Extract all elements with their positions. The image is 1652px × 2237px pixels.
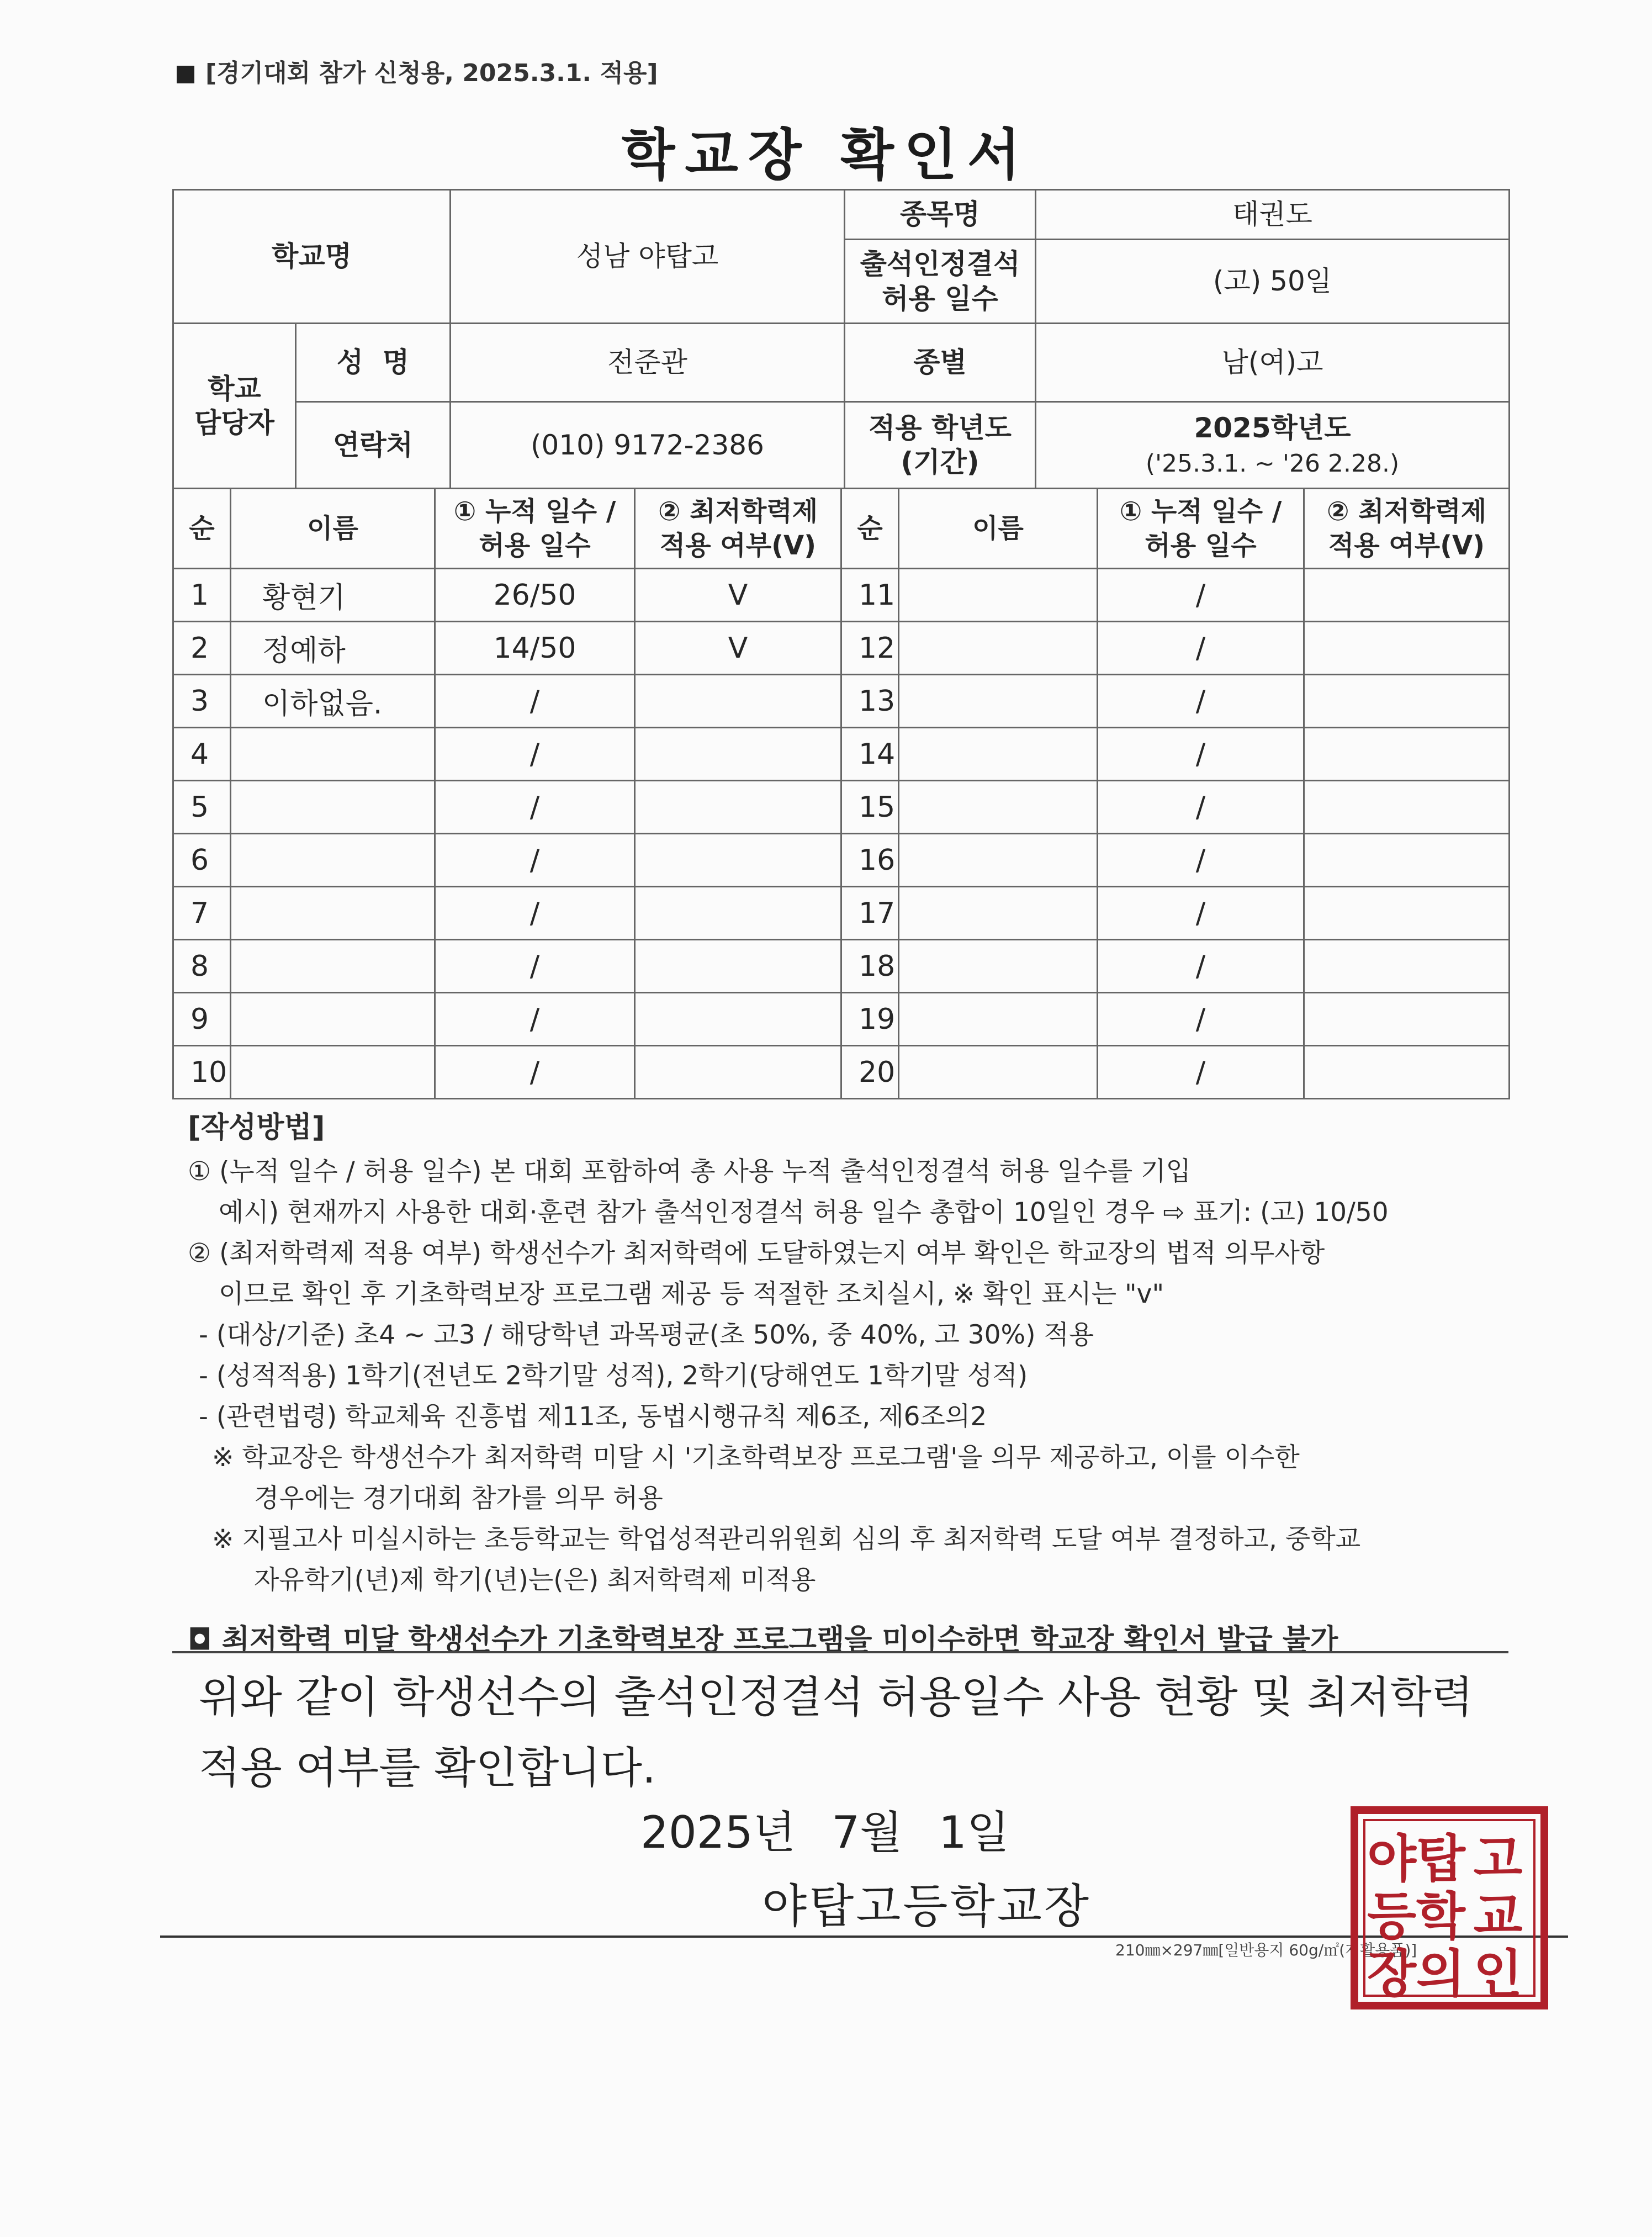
row-name-left (231, 940, 435, 993)
row-days-right: / (1098, 887, 1304, 940)
row-academic-right (1304, 993, 1510, 1046)
school-year-value: 2025학년도 ('25.3.1. ~ '26 2.28.) (1036, 402, 1510, 489)
header-name: 이름 (231, 489, 435, 569)
row-name-right (899, 940, 1098, 993)
method-note-1-cont: 경우에는 경기대회 참가를 의무 허용 (254, 1483, 663, 1514)
header-seq-2: 순 (841, 489, 899, 569)
row-seq-right: 20 (841, 1046, 899, 1099)
row-name-left: 황현기 (231, 569, 435, 622)
svg-text:인: 인 (1473, 1944, 1523, 2003)
row-days-left: / (435, 993, 635, 1046)
row-days-right: / (1098, 781, 1304, 834)
row-name-left (231, 728, 435, 781)
section-divider (172, 1651, 1508, 1653)
row-academic-right (1304, 728, 1510, 781)
table-row (173, 622, 1510, 675)
row-days-right: / (1098, 993, 1304, 1046)
row-academic-left (635, 1046, 841, 1099)
row-academic-left (635, 675, 841, 728)
row-name-right (899, 728, 1098, 781)
official-seal-stamp (1350, 1806, 1549, 2010)
row-academic-left (635, 781, 841, 834)
row-days-right: / (1098, 728, 1304, 781)
allowed-days-label: 출석인정결석 허용 일수 (845, 240, 1036, 324)
method-item-2: ② (최저학력제 적용 여부) 학생선수가 최저학력에 도달하였는지 여부 확인은 학교장의 법적 의무사항 (188, 1238, 1325, 1268)
svg-text:교: 교 (1473, 1887, 1523, 1946)
principal-name: 야탑고등학교장 (762, 1879, 1092, 1933)
method-heading: [작성방법] (188, 1111, 325, 1144)
row-academic-left: V (635, 622, 841, 675)
row-name-right (899, 1046, 1098, 1099)
method-note-2-cont: 자유학기(년)제 학기(년)는(은) 최저학력제 미적용 (254, 1565, 816, 1595)
row-days-left: / (435, 1046, 635, 1099)
gender-value: 남(여)고 (1036, 324, 1510, 402)
row-academic-right (1304, 781, 1510, 834)
row-seq-left: 6 (173, 834, 231, 887)
row-academic-right (1304, 622, 1510, 675)
row-academic-right (1304, 887, 1510, 940)
page-title: 학교장 확인서 (621, 123, 1031, 187)
row-seq-left: 9 (173, 993, 231, 1046)
row-seq-right: 12 (841, 622, 899, 675)
row-seq-right: 13 (841, 675, 899, 728)
row-academic-right (1304, 1046, 1510, 1099)
row-academic-left (635, 728, 841, 781)
method-note-2: ※ 지필고사 미실시하는 초등학교는 학업성적관리위원회 심의 후 최저학력 도달 여부 결정하고, 중학교 (212, 1524, 1361, 1554)
table-row (173, 887, 1510, 940)
manager-name-value: 전준관 (451, 324, 845, 402)
row-seq-left: 5 (173, 781, 231, 834)
header-name-2: 이름 (899, 489, 1098, 569)
manager-label: 학교 담당자 (173, 324, 296, 489)
row-name-right (899, 887, 1098, 940)
sport-value: 태권도 (1036, 190, 1510, 240)
row-seq-right: 17 (841, 887, 899, 940)
row-seq-left: 4 (173, 728, 231, 781)
row-days-left: / (435, 887, 635, 940)
row-name-right (899, 675, 1098, 728)
row-name-left (231, 781, 435, 834)
row-name-left (231, 993, 435, 1046)
method-item-1: ① (누적 일수 / 허용 일수) 본 대회 포함하여 총 사용 누적 출석인정결석 허용 일수를 기입 (188, 1156, 1192, 1187)
allowed-days-value: (고) 50일 (1036, 240, 1510, 324)
row-seq-left: 10 (173, 1046, 231, 1099)
method-sub-2: - (성적적용) 1학기(전년도 2학기말 성적), 2학기(당해연도 1학기말 성적) (199, 1361, 1028, 1391)
row-days-left: 14/50 (435, 622, 635, 675)
method-note-1: ※ 학교장은 학생선수가 최저학력 미달 시 '기초학력보장 프로그램'을 의무 제공하고, 이를 이수한 (212, 1442, 1300, 1473)
svg-text:고: 고 (1473, 1829, 1523, 1889)
row-seq-right: 11 (841, 569, 899, 622)
info-table (172, 189, 1510, 489)
student-list-table (172, 488, 1510, 1099)
gender-label: 종별 (845, 324, 1036, 402)
row-days-left: / (435, 675, 635, 728)
method-sub-3: - (관련법령) 학교체육 진흥법 제11조, 동법시행규칙 제6조, 제6조의2 (199, 1402, 987, 1432)
row-seq-left: 8 (173, 940, 231, 993)
table-row (173, 728, 1510, 781)
row-days-right: / (1098, 622, 1304, 675)
row-days-left: / (435, 728, 635, 781)
row-academic-left (635, 887, 841, 940)
issue-date: 2025년 7월 1일 (640, 1807, 1010, 1858)
row-seq-left: 2 (173, 622, 231, 675)
row-name-right (899, 993, 1098, 1046)
table-row (173, 675, 1510, 728)
row-days-left: / (435, 834, 635, 887)
row-name-right (899, 569, 1098, 622)
row-seq-left: 7 (173, 887, 231, 940)
table-row (173, 993, 1510, 1046)
table-row (173, 834, 1510, 887)
method-warning: ◘ 최저학력 미달 학생선수가 기초학력보장 프로그램을 미이수하면 학교장 확인서 발급 불가 (188, 1623, 1338, 1657)
row-name-left: 이하없음. (231, 675, 435, 728)
square-bullet-icon (177, 66, 194, 83)
row-name-right (899, 834, 1098, 887)
row-name-left (231, 1046, 435, 1099)
table-row (173, 940, 1510, 993)
header-seq: 순 (173, 489, 231, 569)
row-name-left (231, 834, 435, 887)
school-name-label: 학교명 (173, 190, 451, 324)
row-days-left: / (435, 940, 635, 993)
row-days-right: / (1098, 1046, 1304, 1099)
confirmation-text: 위와 같이 학생선수의 출석인정결석 허용일수 사용 현황 및 최저학력 적용 여부를 확인합니다. (199, 1673, 1474, 1793)
row-academic-left (635, 993, 841, 1046)
svg-text:야탑: 야탑 (1367, 1829, 1465, 1889)
contact-label: 연락처 (296, 402, 451, 489)
row-days-left: 26/50 (435, 569, 635, 622)
row-days-left: / (435, 781, 635, 834)
row-academic-right (1304, 569, 1510, 622)
row-days-right: / (1098, 675, 1304, 728)
row-name-left (231, 887, 435, 940)
header-days-2: ① 누적 일수 / 허용 일수 (1098, 489, 1304, 569)
row-seq-left: 3 (173, 675, 231, 728)
list-body (173, 569, 1510, 1099)
row-seq-right: 14 (841, 728, 899, 781)
row-academic-right (1304, 940, 1510, 993)
row-academic-left (635, 940, 841, 993)
method-item-2-cont: 이므로 확인 후 기초학력보장 프로그램 제공 등 적절한 조치실시, ※ 확인 표시는 "v" (219, 1279, 1164, 1309)
header-academic: ② 최저학력제 적용 여부(V) (635, 489, 841, 569)
row-days-right: / (1098, 834, 1304, 887)
school-year-label: 적용 학년도 (기간) (845, 402, 1036, 489)
list-header-row (173, 489, 1510, 569)
row-academic-left (635, 834, 841, 887)
row-seq-right: 15 (841, 781, 899, 834)
header-days: ① 누적 일수 / 허용 일수 (435, 489, 635, 569)
row-academic-right (1304, 675, 1510, 728)
svg-text:장의: 장의 (1367, 1944, 1465, 2003)
method-sub-1: - (대상/기준) 초4 ~ 고3 / 해당학년 과목평균(초 50%, 중 40%, 고 30%) 적용 (199, 1320, 1094, 1350)
table-row (173, 569, 1510, 622)
paper-spec-footer: 210㎜×297㎜[일반용지 60g/㎡(재활용품)] (1115, 1941, 1417, 1959)
manager-name-label: 성 명 (296, 324, 451, 402)
school-name-value: 성남 야탑고 (451, 190, 845, 324)
row-seq-right: 16 (841, 834, 899, 887)
row-days-right: / (1098, 569, 1304, 622)
method-item-1-example: 예시) 현재까지 사용한 대회·훈련 참가 출석인정결석 허용 일수 총합이 10일인 경우 ⇨ 표기: (고) 10/50 (219, 1197, 1389, 1228)
row-name-right (899, 622, 1098, 675)
row-seq-right: 18 (841, 940, 899, 993)
row-seq-right: 19 (841, 993, 899, 1046)
row-name-left: 정예하 (231, 622, 435, 675)
writing-method-section (188, 1107, 1513, 1660)
sport-label: 종목명 (845, 190, 1036, 240)
table-row (173, 1046, 1510, 1099)
row-academic-left: V (635, 569, 841, 622)
header-academic-2: ② 최저학력제 적용 여부(V) (1304, 489, 1510, 569)
contact-value: (010) 9172-2386 (451, 402, 845, 489)
row-seq-left: 1 (173, 569, 231, 622)
row-academic-right (1304, 834, 1510, 887)
row-days-right: / (1098, 940, 1304, 993)
form-header-note: [경기대회 참가 신청용, 2025.3.1. 적용] (177, 53, 658, 88)
table-row (173, 781, 1510, 834)
svg-text:등학: 등학 (1367, 1887, 1465, 1946)
row-name-right (899, 781, 1098, 834)
